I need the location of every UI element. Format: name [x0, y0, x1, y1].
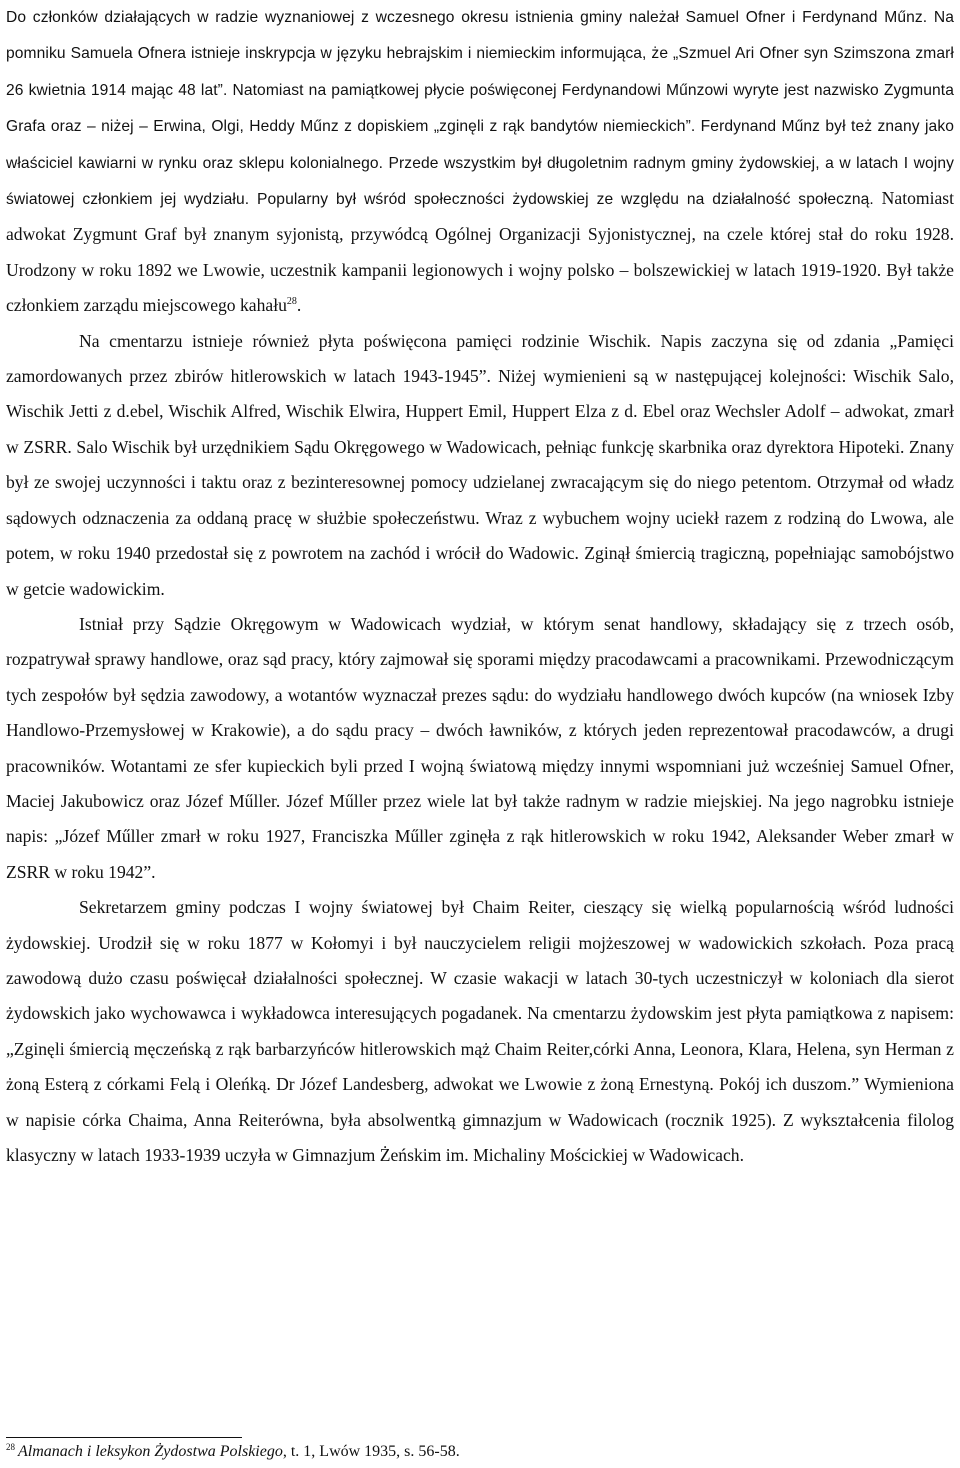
- footnote-number: 28: [6, 1441, 15, 1452]
- paragraph-wischik-family: Na cmentarzu istnieje również płyta poświęcona pamięci rodzinie Wischik. Napis zaczyna się od zdania „Pamięci zamordowanych przez zbirów hitlerowskich w latach 1943-1945”. Niżej wymienieni są w następującej kolejności: Wischik Salo, Wischik Jetti z d.ebel, Wischik Alfred, Wischik Elwira, Huppert Emil, Huppert Elza z d. Ebel oraz Wechsler Adolf – adwokat, zmarł w ZSRR. Salo Wischik był urzędnikiem Sądu Okręgowego w Wadowicach, pełniąc funkcję skarbnika oraz dyrektora Hipoteki. Znany był ze swojej uczynności i taktu oraz z bezinteresownej pomocy udzielanej zwracającym się do niego petentom. Otrzymał od władz sądowych odznaczenia za oddaną pracę w służbie społeczeństwu. Wraz z wybuchem wojny uciekł razem z rodziną do Lwowa, ale potem, w roku 1940 przedostał się z powrotem na zachód i wrócił do Wadowic. Zginął śmiercią tragiczną, popełniając samobójstwo w getcie wadowickim.: [6, 330, 954, 599]
- footnote-details: , t. 1, Lwów 1935, s. 56-58.: [282, 1443, 460, 1460]
- footnote-separator: [6, 1437, 242, 1438]
- paragraph-1-text-sans: Do członków działających w radzie wyznaniowej z wczesnego okresu istnienia gminy należał Samuel Ofner i Ferdynand Műnz. Na pomniku Samuela Ofnera istnieje inskrypcja w języku hebrajskim i niemieckim informująca, że „Szmuel Ari Ofner syn Szimszona zmarł 26 kwietnia 1914 mając 48 lat”. Natomiast na pamiątkowej płycie poświęconej Ferdynandowi Műnzowi wyryte jest nazwisko Zygmunta Grafa oraz – niżej – Erwina, Olgi, Heddy Műnz z dopiskiem „zginęli z rąk bandytów niemieckich”. Ferdynand Műnz był też znany jako właściciel kawiarni w rynku oraz sklepu kolonialnego. Przede wszystkim był długoletnim radnym gminy żydowskiej, a w latach I wojny światowej członkiem jej wydziału. Popularny był wśród społeczności żydowskiej ze względu na działalność społeczną.: [6, 9, 954, 209]
- paragraph-commercial-court: Istniał przy Sądzie Okręgowym w Wadowicach wydział, w którym senat handlowy, składający się z trzech osób, rozpatrywał sprawy handlowe, oraz sąd pracy, który zajmował się sporami między pracodawcami a pracownikami. Przewodniczącym tych zespołów był sędzia zawodowy, a wotantów wyznaczał prezes sądu: do wydziału handlowego dwóch kupców (na wniosek Izby Handlowo-Przemysłowej w Krakowie), a do sądu pracy – dwóch ławników, z których jeden reprezentował pracodawców, a drugi pracowników. Wotantami ze sfer kupieckich byli przed I wojną światową między innymi wspomniani już wcześniej Samuel Ofner, Maciej Jakubowicz oraz Józef Műller. Józef Műller przez wiele lat był także radnym w radzie miejskiej. Na jego nagrobku istnieje napis: „Józef Műller zmarł w roku 1927, Franciszka Műller zginęła z rąk hitlerowskich w roku 1942, Aleksander Weber zmarł w ZSRR w roku 1942”.: [6, 613, 954, 882]
- paragraph-1-end: .: [296, 295, 302, 316]
- paragraph-members-council: [6, 0, 954, 324]
- footnote-reference: 28: [286, 296, 297, 308]
- paragraph-chaim-reiter: Sekretarzem gminy podczas I wojny światowej był Chaim Reiter, cieszący się wielką popularnością wśród ludności żydowskiej. Urodził się w roku 1877 w Kołomyi i był nauczycielem religii mojżeszowej w wadowickich szkołach. Poza pracą zawodową dużo czasu poświęcał działalności społecznej. W czasie wakacji w latach 30-tych uczestniczył w koloniach dla sierot żydowskich jako wychowawca i wykładowca interesujących pogadanek. Na cmentarzu żydowskim jest płyta pamiątkowa z napisem: „Zginęli śmiercią męczeńską z rąk barbarzyńców hitlerowskich mąż Chaim Reiter,córki Anna, Leonora, Klara, Helena, syn Herman z żoną Esterą z córkami Felą i Oleńką. Dr Józef Landesberg, adwokat we Lwowie z żoną Ernestyną. Pokój ich duszom.” Wymieniona w napisie córka Chaima, Anna Reiterówna, była absolwentką gimnazjum w Wadowicach (rocznik 1925). Z wykształcenia filolog klasyczny w latach 1933-1939 uczyła w Gimnazjum Żeńskim im. Michaliny Mościckiej w Wadowicach.: [6, 897, 954, 1165]
- paragraph-1-text-serif: Natomiast adwokat Zygmunt Graf był znanym syjonistą, przywódcą Ogólnej Organizacji Syjonistycznej, na czele której stał do roku 1928. Urodzony w roku 1892 we Lwowie, uczestnik kampanii legionowych i wojny polsko – bolszewickiej w latach 1919-1920. Był także członkiem zarządu miejscowego kahału: [6, 188, 955, 316]
- document-page: [6, 0, 954, 1173]
- footnote-title: Almanach i leksykon Żydostwa Polskiego: [18, 1443, 283, 1460]
- footnote: [6, 1441, 954, 1463]
